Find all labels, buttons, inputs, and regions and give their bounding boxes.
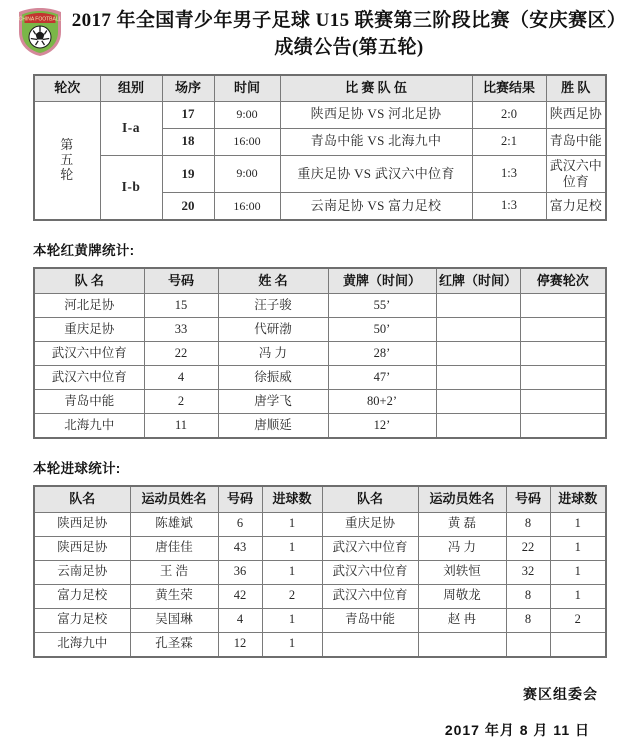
table-row — [34, 294, 606, 318]
goal-count-left: 1 — [262, 632, 322, 657]
goals-section-label: 本轮进球统计: — [33, 461, 121, 477]
table-row — [34, 512, 606, 536]
col-header-name: 姓 名 — [218, 268, 328, 294]
card-yellow: 12’ — [328, 414, 436, 439]
table-row — [34, 366, 606, 390]
table-row — [34, 390, 606, 414]
table-row — [34, 536, 606, 560]
goal-number-left: 12 — [218, 632, 262, 657]
round-label-cell — [34, 101, 100, 220]
goal-number-left: 6 — [218, 512, 262, 536]
group-cell-a: I-a — [100, 101, 162, 155]
cards-section — [33, 267, 640, 439]
card-team: 河北足协 — [34, 294, 144, 318]
goal-number-right: 8 — [506, 584, 550, 608]
match-result: 2:0 — [472, 101, 546, 128]
col-header-number-right: 号码 — [506, 486, 550, 512]
match-winner: 青岛中能 — [546, 128, 606, 155]
goal-team-right: 青岛中能 — [322, 608, 418, 632]
col-header-number: 号码 — [144, 268, 218, 294]
goal-count-left: 1 — [262, 512, 322, 536]
card-yellow: 28’ — [328, 342, 436, 366]
card-number: 15 — [144, 294, 218, 318]
card-team: 北海九中 — [34, 414, 144, 439]
goal-number-left: 4 — [218, 608, 262, 632]
goal-player-right: 黄 磊 — [418, 512, 506, 536]
col-header-result: 比赛结果 — [472, 75, 546, 101]
card-team: 武汉六中位育 — [34, 366, 144, 390]
card-team: 武汉六中位育 — [34, 342, 144, 366]
document-title-line-1: 2017 年全国青少年男子足球 U15 联赛第三阶段比赛（安庆赛区） — [71, 10, 627, 31]
match-time: 16:00 — [214, 128, 280, 155]
card-suspension — [520, 318, 606, 342]
match-table-header-row — [34, 75, 606, 101]
round-char-2: 五 — [60, 151, 75, 167]
card-number: 11 — [144, 414, 218, 439]
table-row — [34, 632, 606, 657]
card-number: 22 — [144, 342, 218, 366]
goal-number-right — [506, 632, 550, 657]
goal-player-left: 唐佳佳 — [130, 536, 218, 560]
goals-table-body — [34, 512, 606, 657]
col-header-suspension: 停赛轮次 — [520, 268, 606, 294]
card-number: 2 — [144, 390, 218, 414]
table-row — [34, 155, 606, 193]
goal-team-right: 武汉六中位育 — [322, 536, 418, 560]
card-red — [436, 342, 520, 366]
match-teams: 云南足协 VS 富力足校 — [280, 193, 472, 221]
goal-team-left: 富力足校 — [34, 608, 130, 632]
card-red — [436, 294, 520, 318]
card-yellow: 47’ — [328, 366, 436, 390]
table-row — [34, 342, 606, 366]
col-header-goals-left: 进球数 — [262, 486, 322, 512]
match-result: 1:3 — [472, 193, 546, 221]
match-teams: 青岛中能 VS 北海九中 — [280, 128, 472, 155]
goal-count-right: 1 — [550, 536, 606, 560]
issue-date: 2017 年月 8 月 11 日 — [444, 721, 590, 738]
table-row — [34, 560, 606, 584]
goal-count-left: 1 — [262, 608, 322, 632]
col-header-team-left: 队名 — [34, 486, 130, 512]
card-player: 唐学飞 — [218, 390, 328, 414]
goal-player-left: 孔圣霖 — [130, 632, 218, 657]
goal-number-left: 42 — [218, 584, 262, 608]
goal-team-left: 云南足协 — [34, 560, 130, 584]
card-suspension — [520, 390, 606, 414]
match-winner: 武汉六中位育 — [546, 155, 606, 193]
cards-table-header-row — [34, 268, 606, 294]
match-results-section — [33, 74, 640, 221]
match-seq: 17 — [162, 101, 214, 128]
col-header-red: 红牌（时间） — [436, 268, 520, 294]
issuing-organization: 赛区组委会 — [523, 685, 598, 702]
card-red — [436, 390, 520, 414]
card-player: 徐振威 — [218, 366, 328, 390]
goal-number-left: 43 — [218, 536, 262, 560]
goal-team-left: 富力足校 — [34, 584, 130, 608]
match-winner: 陕西足协 — [546, 101, 606, 128]
goal-count-right — [550, 632, 606, 657]
round-char-1: 第 — [60, 136, 75, 152]
table-row — [34, 101, 606, 128]
goal-count-left: 1 — [262, 560, 322, 584]
card-suspension — [520, 366, 606, 390]
col-header-player-right: 运动员姓名 — [418, 486, 506, 512]
document-header — [0, 0, 640, 64]
goal-player-right: 冯 力 — [418, 536, 506, 560]
col-header-team-right: 队名 — [322, 486, 418, 512]
document-footer — [0, 684, 640, 740]
col-header-teams: 比 赛 队 伍 — [280, 75, 472, 101]
goals-table-header-row — [34, 486, 606, 512]
group-cell-b: I-b — [100, 155, 162, 220]
col-header-winner: 胜 队 — [546, 75, 606, 101]
match-time: 16:00 — [214, 193, 280, 221]
col-header-time: 时间 — [214, 75, 280, 101]
goal-number-right: 32 — [506, 560, 550, 584]
table-row — [34, 584, 606, 608]
match-winner: 富力足校 — [546, 193, 606, 221]
goal-team-left: 陕西足协 — [34, 512, 130, 536]
goal-count-right: 1 — [550, 584, 606, 608]
match-result: 2:1 — [472, 128, 546, 155]
goal-player-left: 王 浩 — [130, 560, 218, 584]
match-result: 1:3 — [472, 155, 546, 193]
goal-player-left: 吴国琳 — [130, 608, 218, 632]
card-yellow: 50’ — [328, 318, 436, 342]
document-title-line-2: 成绩公告(第五轮) — [274, 36, 424, 58]
goals-section — [33, 485, 640, 657]
col-header-number-left: 号码 — [218, 486, 262, 512]
goal-player-right: 刘轶恒 — [418, 560, 506, 584]
col-header-player-left: 运动员姓名 — [130, 486, 218, 512]
card-red — [436, 318, 520, 342]
match-teams: 陕西足协 VS 河北足协 — [280, 101, 472, 128]
goal-player-left: 黄生荣 — [130, 584, 218, 608]
col-header-goals-right: 进球数 — [550, 486, 606, 512]
goal-count-left: 2 — [262, 584, 322, 608]
football-association-shield-icon — [14, 6, 66, 58]
card-red — [436, 414, 520, 439]
card-team: 青岛中能 — [34, 390, 144, 414]
goal-team-right: 重庆足协 — [322, 512, 418, 536]
card-suspension — [520, 342, 606, 366]
goal-player-right: 赵 冉 — [418, 608, 506, 632]
goal-player-right: 周敬龙 — [418, 584, 506, 608]
title-block — [72, 8, 627, 60]
match-seq: 20 — [162, 193, 214, 221]
cards-section-label: 本轮红黄牌统计: — [33, 243, 135, 259]
card-team: 重庆足协 — [34, 318, 144, 342]
match-results-table — [33, 74, 607, 221]
col-header-yellow: 黄牌（时间） — [328, 268, 436, 294]
table-row — [34, 414, 606, 439]
goal-number-right: 8 — [506, 512, 550, 536]
card-number: 4 — [144, 366, 218, 390]
card-red — [436, 366, 520, 390]
card-yellow: 55’ — [328, 294, 436, 318]
col-header-group: 组别 — [100, 75, 162, 101]
card-player: 汪子骏 — [218, 294, 328, 318]
match-time: 9:00 — [214, 155, 280, 193]
goal-team-right: 武汉六中位育 — [322, 560, 418, 584]
goal-count-right: 2 — [550, 608, 606, 632]
goal-number-left: 36 — [218, 560, 262, 584]
card-number: 33 — [144, 318, 218, 342]
goal-number-right: 22 — [506, 536, 550, 560]
col-header-seq: 场序 — [162, 75, 214, 101]
cards-table-body — [34, 294, 606, 439]
match-teams: 重庆足协 VS 武汉六中位育 — [280, 155, 472, 193]
card-suspension — [520, 414, 606, 439]
goal-count-right: 1 — [550, 512, 606, 536]
goal-count-left: 1 — [262, 536, 322, 560]
goal-count-right: 1 — [550, 560, 606, 584]
goal-player-left: 陈雄斌 — [130, 512, 218, 536]
col-header-round: 轮次 — [34, 75, 100, 101]
goal-team-right — [322, 632, 418, 657]
cards-statistics-table — [33, 267, 607, 439]
card-suspension — [520, 294, 606, 318]
card-player: 唐顺延 — [218, 414, 328, 439]
goal-player-right — [418, 632, 506, 657]
table-row — [34, 318, 606, 342]
col-header-team: 队 名 — [34, 268, 144, 294]
table-row — [34, 608, 606, 632]
goals-statistics-table — [33, 485, 607, 657]
card-player: 冯 力 — [218, 342, 328, 366]
match-seq: 18 — [162, 128, 214, 155]
goal-team-left: 陕西足协 — [34, 536, 130, 560]
goal-team-left: 北海九中 — [34, 632, 130, 657]
card-yellow: 80+2’ — [328, 390, 436, 414]
match-seq: 19 — [162, 155, 214, 193]
match-time: 9:00 — [214, 101, 280, 128]
card-player: 代研渤 — [218, 318, 328, 342]
round-char-3: 轮 — [60, 166, 75, 182]
svg-text:CHINA FOOTBALL: CHINA FOOTBALL — [18, 16, 62, 23]
goal-team-right: 武汉六中位育 — [322, 584, 418, 608]
goal-number-right: 8 — [506, 608, 550, 632]
